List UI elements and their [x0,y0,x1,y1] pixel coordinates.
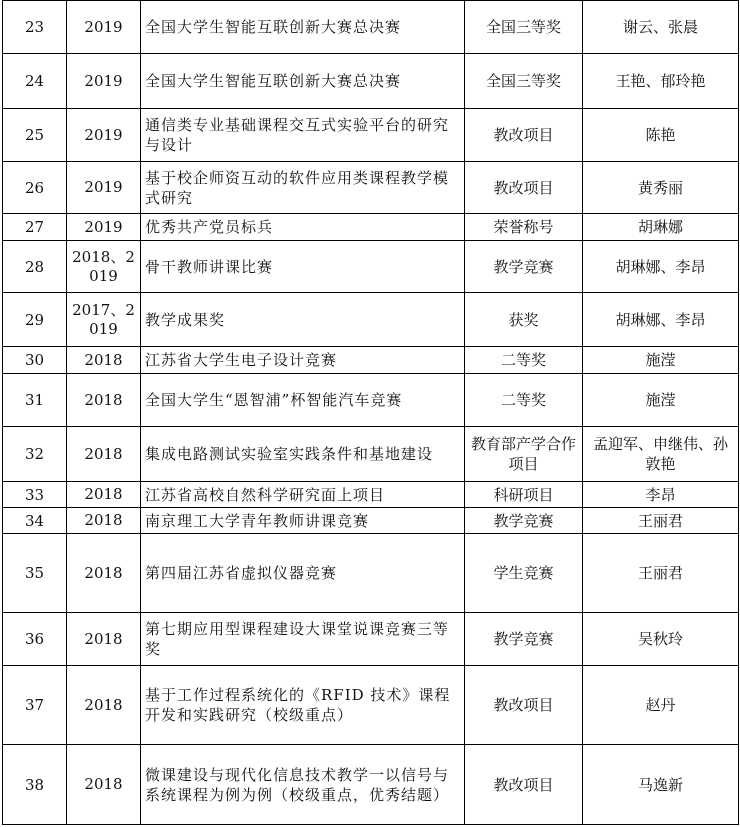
row-number: 30 [3,347,67,374]
row-year: 2019 [67,109,141,162]
row-people: 黄秀丽 [583,162,739,214]
row-title: 全国大学生智能互联创新大赛总决赛 [141,1,465,54]
row-number: 24 [3,54,67,109]
table-row [3,54,739,109]
row-category: 全国三等奖 [465,1,583,54]
row-number: 33 [3,482,67,508]
row-year: 2019 [67,54,141,109]
row-people: 施滢 [583,374,739,427]
row-category: 荣誉称号 [465,214,583,241]
row-year: 2018 [67,534,141,613]
row-number: 29 [3,293,67,347]
table-row [3,162,739,214]
row-title: 江苏省大学生电子设计竞赛 [141,347,465,374]
row-people: 胡琳娜、李昂 [583,293,739,347]
row-number: 38 [3,745,67,825]
row-title: 第七期应用型课程建设大课堂说课竞赛三等奖 [141,613,465,666]
table-row [3,374,739,427]
table-row [3,1,739,54]
row-year: 2017、2019 [67,293,141,347]
row-category: 教改项目 [465,666,583,745]
table-row [3,214,739,241]
row-title: 微课建设与现代化信息技术教学一以信号与系统课程为例为例（校级重点，优秀结题） [141,745,465,825]
row-title: 通信类专业基础课程交互式实验平台的研究与设计 [141,109,465,162]
row-people: 胡琳娜、李昂 [583,241,739,293]
row-number: 36 [3,613,67,666]
row-year: 2018 [67,745,141,825]
row-title: 优秀共产党员标兵 [141,214,465,241]
row-number: 34 [3,508,67,534]
row-year: 2019 [67,162,141,214]
row-category: 教学竞赛 [465,508,583,534]
row-people: 李昂 [583,482,739,508]
table-row [3,666,739,745]
row-category: 学生竞赛 [465,534,583,613]
row-category: 教改项目 [465,109,583,162]
table-row [3,293,739,347]
row-title: 教学成果奖 [141,293,465,347]
row-title: 骨干教师讲课比赛 [141,241,465,293]
row-year: 2019 [67,214,141,241]
row-category: 教改项目 [465,745,583,825]
row-year: 2018 [67,427,141,482]
table-row [3,347,739,374]
row-title: 第四届江苏省虚拟仪器竞赛 [141,534,465,613]
table-row [3,613,739,666]
row-people: 吴秋玲 [583,613,739,666]
row-number: 26 [3,162,67,214]
row-category: 教学竞赛 [465,241,583,293]
row-number: 35 [3,534,67,613]
row-people: 马逸新 [583,745,739,825]
row-year: 2018 [67,508,141,534]
row-title: 全国大学生“恩智浦”杯智能汽车竞赛 [141,374,465,427]
row-year: 2018 [67,666,141,745]
row-people: 谢云、张晨 [583,1,739,54]
row-title: 基于校企师资互动的软件应用类课程教学模式研究 [141,162,465,214]
row-people: 赵丹 [583,666,739,745]
row-people: 王丽君 [583,508,739,534]
row-category: 二等奖 [465,374,583,427]
table-row [3,482,739,508]
row-people: 王艳、郁玲艳 [583,54,739,109]
row-title: 全国大学生智能互联创新大赛总决赛 [141,54,465,109]
row-category: 科研项目 [465,482,583,508]
table-row [3,534,739,613]
row-title: 基于工作过程系统化的《RFID 技术》课程开发和实践研究（校级重点） [141,666,465,745]
row-people: 王丽君 [583,534,739,613]
row-category: 获奖 [465,293,583,347]
row-category: 教育部产学合作项目 [465,427,583,482]
records-table [2,0,739,825]
row-year: 2018 [67,374,141,427]
row-year: 2018 [67,613,141,666]
row-category: 全国三等奖 [465,54,583,109]
row-number: 28 [3,241,67,293]
table-row [3,745,739,825]
row-title: 南京理工大学青年教师讲课竞赛 [141,508,465,534]
row-category: 教改项目 [465,162,583,214]
row-year: 2018 [67,482,141,508]
row-year: 2018、2019 [67,241,141,293]
row-people: 施滢 [583,347,739,374]
row-number: 27 [3,214,67,241]
row-number: 37 [3,666,67,745]
row-number: 23 [3,1,67,54]
row-people: 胡琳娜 [583,214,739,241]
row-category: 教学竞赛 [465,613,583,666]
row-title: 江苏省高校自然科学研究面上项目 [141,482,465,508]
row-category: 二等奖 [465,347,583,374]
row-year: 2019 [67,1,141,54]
row-number: 32 [3,427,67,482]
table-row [3,241,739,293]
table-row [3,427,739,482]
row-year: 2018 [67,347,141,374]
row-number: 25 [3,109,67,162]
table-row [3,109,739,162]
row-people: 孟迎军、申继伟、孙敦艳 [583,427,739,482]
table-row [3,508,739,534]
row-number: 31 [3,374,67,427]
row-title: 集成电路测试实验室实践条件和基地建设 [141,427,465,482]
row-people: 陈艳 [583,109,739,162]
